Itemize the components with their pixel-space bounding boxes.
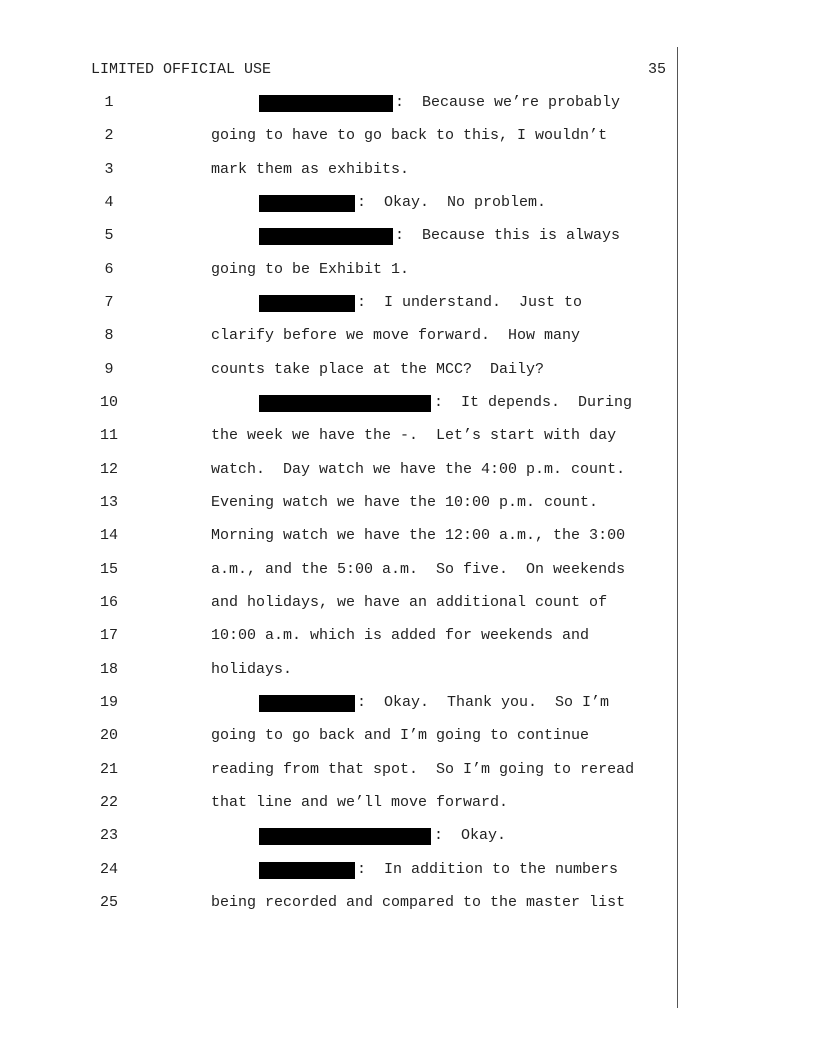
line-text: : Okay. No problem. (357, 194, 547, 211)
transcript-line (0, 360, 816, 380)
transcript-line (0, 260, 816, 280)
line-number: 6 (104, 261, 114, 278)
line-text: : I understand. Just to (357, 294, 583, 311)
classification-header: LIMITED OFFICIAL USE (91, 61, 272, 78)
line-text: holidays. (211, 661, 293, 678)
line-text: the week we have the -. Let’s start with day (211, 427, 617, 444)
transcript-line (0, 160, 816, 180)
transcript-line (0, 93, 816, 113)
transcript-line (0, 660, 816, 680)
line-text: that line and we’ll move forward. (211, 794, 509, 811)
line-number: 18 (99, 661, 118, 678)
redaction-box (259, 395, 431, 412)
redaction-box (259, 228, 393, 245)
transcript-line (0, 126, 816, 146)
line-text: mark them as exhibits. (211, 161, 410, 178)
line-text: : In addition to the numbers (357, 861, 619, 878)
line-number: 23 (99, 827, 118, 844)
line-number: 19 (99, 694, 118, 711)
transcript-line (0, 593, 816, 613)
line-number: 17 (99, 627, 118, 644)
line-text: counts take place at the MCC? Daily? (211, 361, 545, 378)
transcript-line (0, 860, 816, 880)
line-text: : Because we’re probably (395, 94, 621, 111)
transcript-line (0, 393, 816, 413)
line-text: : Okay. Thank you. So I’m (357, 694, 610, 711)
line-number: 11 (99, 427, 118, 444)
line-number: 7 (104, 294, 114, 311)
transcript-line (0, 326, 816, 346)
line-number: 21 (99, 761, 118, 778)
line-number: 5 (104, 227, 114, 244)
line-text: and holidays, we have an additional count of (211, 594, 608, 611)
transcript-line (0, 493, 816, 513)
line-text: : Because this is always (395, 227, 621, 244)
line-text: 10:00 a.m. which is added for weekends and (211, 627, 590, 644)
redaction-box (259, 695, 355, 712)
transcript-line (0, 760, 816, 780)
transcript-line (0, 626, 816, 646)
redaction-box (259, 195, 355, 212)
transcript-line (0, 560, 816, 580)
line-text: Morning watch we have the 12:00 a.m., the 3:00 (211, 527, 626, 544)
transcript-line (0, 526, 816, 546)
page-number: 35 (648, 61, 667, 78)
line-number: 4 (104, 194, 114, 211)
line-text: being recorded and compared to the master list (211, 894, 626, 911)
redaction-box (259, 828, 431, 845)
line-text: going to go back and I’m going to continue (211, 727, 590, 744)
line-text: reading from that spot. So I’m going to reread (211, 761, 635, 778)
line-number: 24 (99, 861, 118, 878)
transcript-line (0, 826, 816, 846)
line-text: a.m., and the 5:00 a.m. So five. On weekends (211, 561, 626, 578)
line-number: 10 (99, 394, 118, 411)
line-number: 8 (104, 327, 114, 344)
line-text: : Okay. (434, 827, 507, 844)
line-text: clarify before we move forward. How many (211, 327, 581, 344)
line-number: 14 (99, 527, 118, 544)
line-text: going to be Exhibit 1. (211, 261, 410, 278)
line-number: 15 (99, 561, 118, 578)
redaction-box (259, 862, 355, 879)
line-number: 12 (99, 461, 118, 478)
transcript-line (0, 893, 816, 913)
transcript-line (0, 293, 816, 313)
transcript-line (0, 726, 816, 746)
transcript-line (0, 793, 816, 813)
transcript-line (0, 193, 816, 213)
redaction-box (259, 295, 355, 312)
transcript-line (0, 226, 816, 246)
line-number: 9 (104, 361, 114, 378)
line-text: : It depends. During (434, 394, 633, 411)
line-number: 25 (99, 894, 118, 911)
transcript-line (0, 693, 816, 713)
line-number: 13 (99, 494, 118, 511)
line-number: 16 (99, 594, 118, 611)
line-text: watch. Day watch we have the 4:00 p.m. count. (211, 461, 626, 478)
line-number: 3 (104, 161, 114, 178)
line-number: 20 (99, 727, 118, 744)
redaction-box (259, 95, 393, 112)
transcript-line (0, 460, 816, 480)
line-number: 1 (104, 94, 114, 111)
line-text: Evening watch we have the 10:00 p.m. count. (211, 494, 599, 511)
line-text: going to have to go back to this, I wouldn’t (211, 127, 608, 144)
line-number: 2 (104, 127, 114, 144)
transcript-line (0, 426, 816, 446)
line-number: 22 (99, 794, 118, 811)
